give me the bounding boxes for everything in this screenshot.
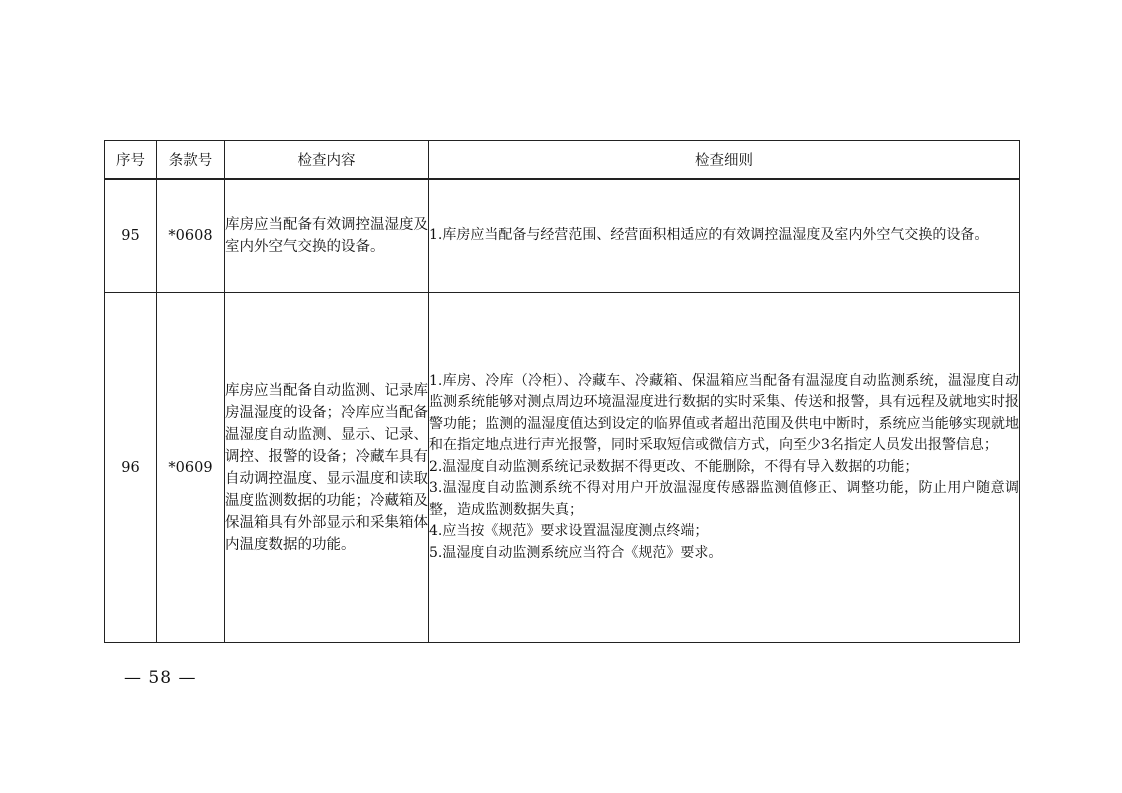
detail-item: 1.库房、冷库（冷柜）、冷藏车、冷藏箱、保温箱应当配备有温湿度自动监测系统，温湿度自动监测系统能够对测点周边环境温湿度进行数据的实时采集、传送和报警，具有远程及就地实时报警功能；监测的温湿度值达到设定的临界值或者超出范围及供电中断时，系统应当能够实现就地和在指定地点进行声光报警，同时采取短信或微信方式，向至少3名指定人员发出报警信息； xyxy=(429,372,1019,454)
serial-number-cell: 95 xyxy=(105,179,157,293)
table-row xyxy=(105,179,1020,293)
inspection-content-cell: 库房应当配备有效调控温湿度及室内外空气交换的设备。 xyxy=(225,179,429,293)
page-number: — 58 — xyxy=(124,668,197,688)
detail-item: 4.应当按《规范》要求设置温湿度测点终端； xyxy=(429,523,709,540)
inspection-detail-cell xyxy=(429,179,1020,293)
serial-number-cell: 96 xyxy=(105,293,157,643)
table-row xyxy=(105,293,1020,643)
inspection-table xyxy=(104,140,1020,643)
detail-item: 3.温湿度自动监测系统不得对用户开放温湿度传感器监测值修正、调整功能，防止用户随意调整，造成监测数据失真； xyxy=(429,480,1019,518)
inspection-detail-cell xyxy=(429,293,1020,643)
header-inspection-content: 检查内容 xyxy=(225,141,429,180)
header-serial-number: 序号 xyxy=(105,141,157,180)
clause-number-cell: *0608 xyxy=(157,179,225,293)
header-inspection-details: 检查细则 xyxy=(429,141,1020,180)
detail-item: 2.温湿度自动监测系统记录数据不得更改、不能删除，不得有导入数据的功能； xyxy=(429,458,919,475)
inspection-content-cell: 库房应当配备自动监测、记录库房温湿度的设备；冷库应当配备温湿度自动监测、显示、记录、调控、报警的设备；冷藏车具有自动调控温度、显示温度和读取温度监测数据的功能；冷藏箱及保温箱具有外部显示和采集箱体内温度数据的功能。 xyxy=(225,293,429,643)
detail-item: 5.温湿度自动监测系统应当符合《规范》要求。 xyxy=(429,544,723,561)
header-clause-number: 条款号 xyxy=(157,141,225,180)
clause-number-cell: *0609 xyxy=(157,293,225,643)
detail-item: 1.库房应当配备与经营范围、经营面积相适应的有效调控温湿度及室内外空气交换的设备。 xyxy=(429,227,989,244)
table-header-row xyxy=(105,141,1020,180)
